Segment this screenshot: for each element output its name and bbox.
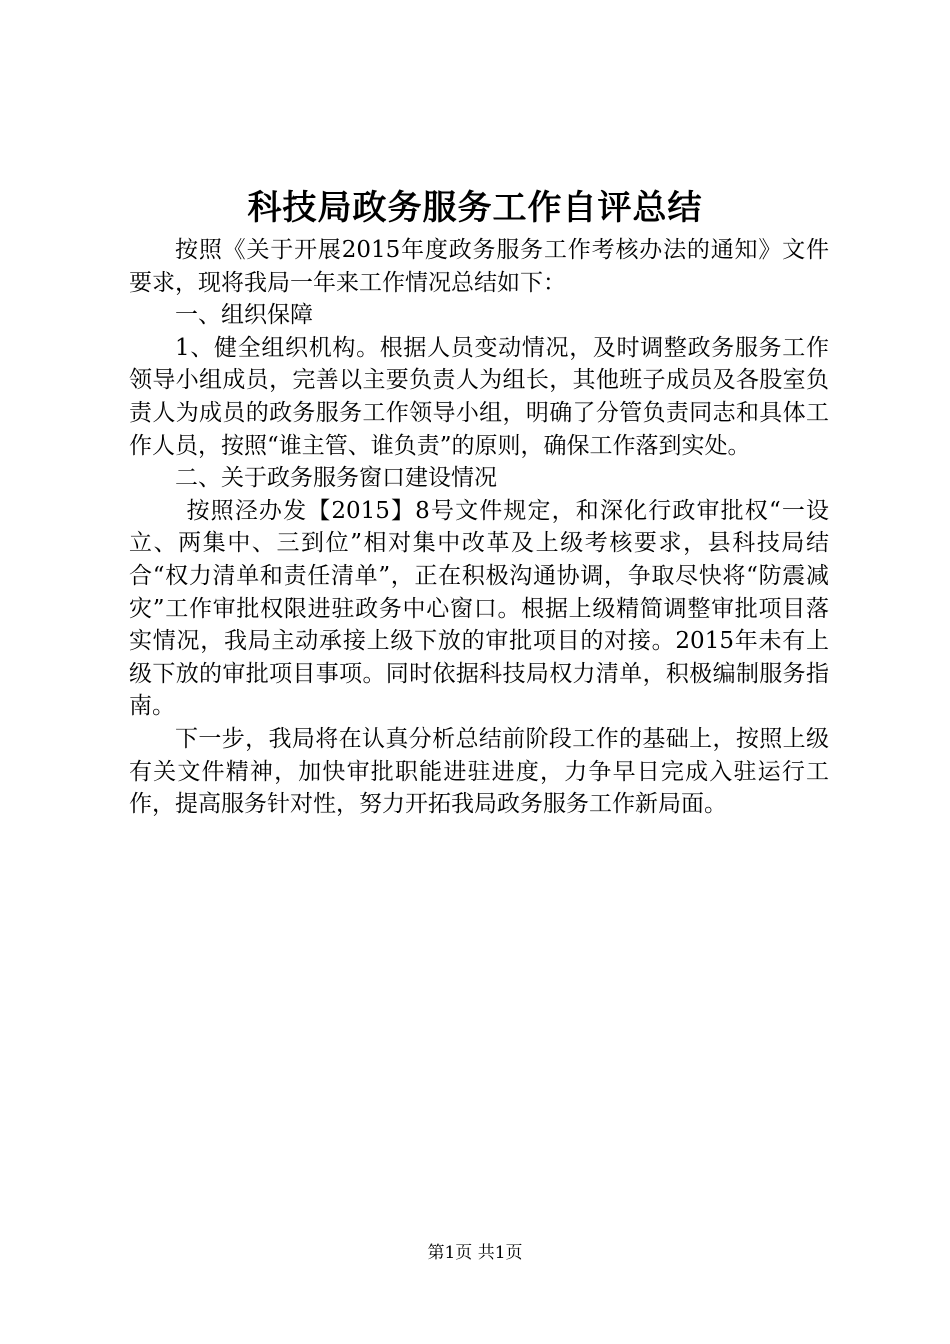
paragraph-intro: 按照《关于开展2015年度政务服务工作考核办法的通知》文件要求，现将我局一年来工作情况总结如下： — [129, 237, 829, 296]
page-footer: 第1页 共1页 — [427, 1243, 523, 1263]
section-heading-organization: 一、组织保障 — [175, 302, 313, 329]
document-body — [129, 234, 829, 821]
document-title: 科技局政务服务工作自评总结 — [247, 188, 703, 228]
paragraph-organization: 1、健全组织机构。根据人员变动情况，及时调整政务服务工作领导小组成员，完善以主要负责人为组长，其他班子成员及各股室负责人为成员的政务服务工作领导小组，明确了分管负责同志和具体工作人员，按照“谁主管、谁负责”的原则，确保工作落到实处。 — [129, 334, 829, 459]
section-heading-window: 二、关于政务服务窗口建设情况 — [175, 465, 497, 492]
paragraph-window: 按照泾办发【2015】8号文件规定，和深化行政审批权“一设立、两集中、三到位”相对集中改革及上级考核要求，县科技局结合“权力清单和责任清单”，正在积极沟通协调，争取尽快将“防震减灾”工作审批权限进驻政务中心窗口。根据上级精简调整审批项目落实情况，我局主动承接上级下放的审批项目的对接。2015年未有上级下放的审批项目事项。同时依据科技局权力清单，积极编制服务指南。 — [129, 497, 829, 720]
paragraph-next-step: 下一步，我局将在认真分析总结前阶段工作的基础上，按照上级有关文件精神，加快审批职能进驻进度，力争早日完成入驻运行工作，提高服务针对性，努力开拓我局政务服务工作新局面。 — [129, 725, 829, 818]
